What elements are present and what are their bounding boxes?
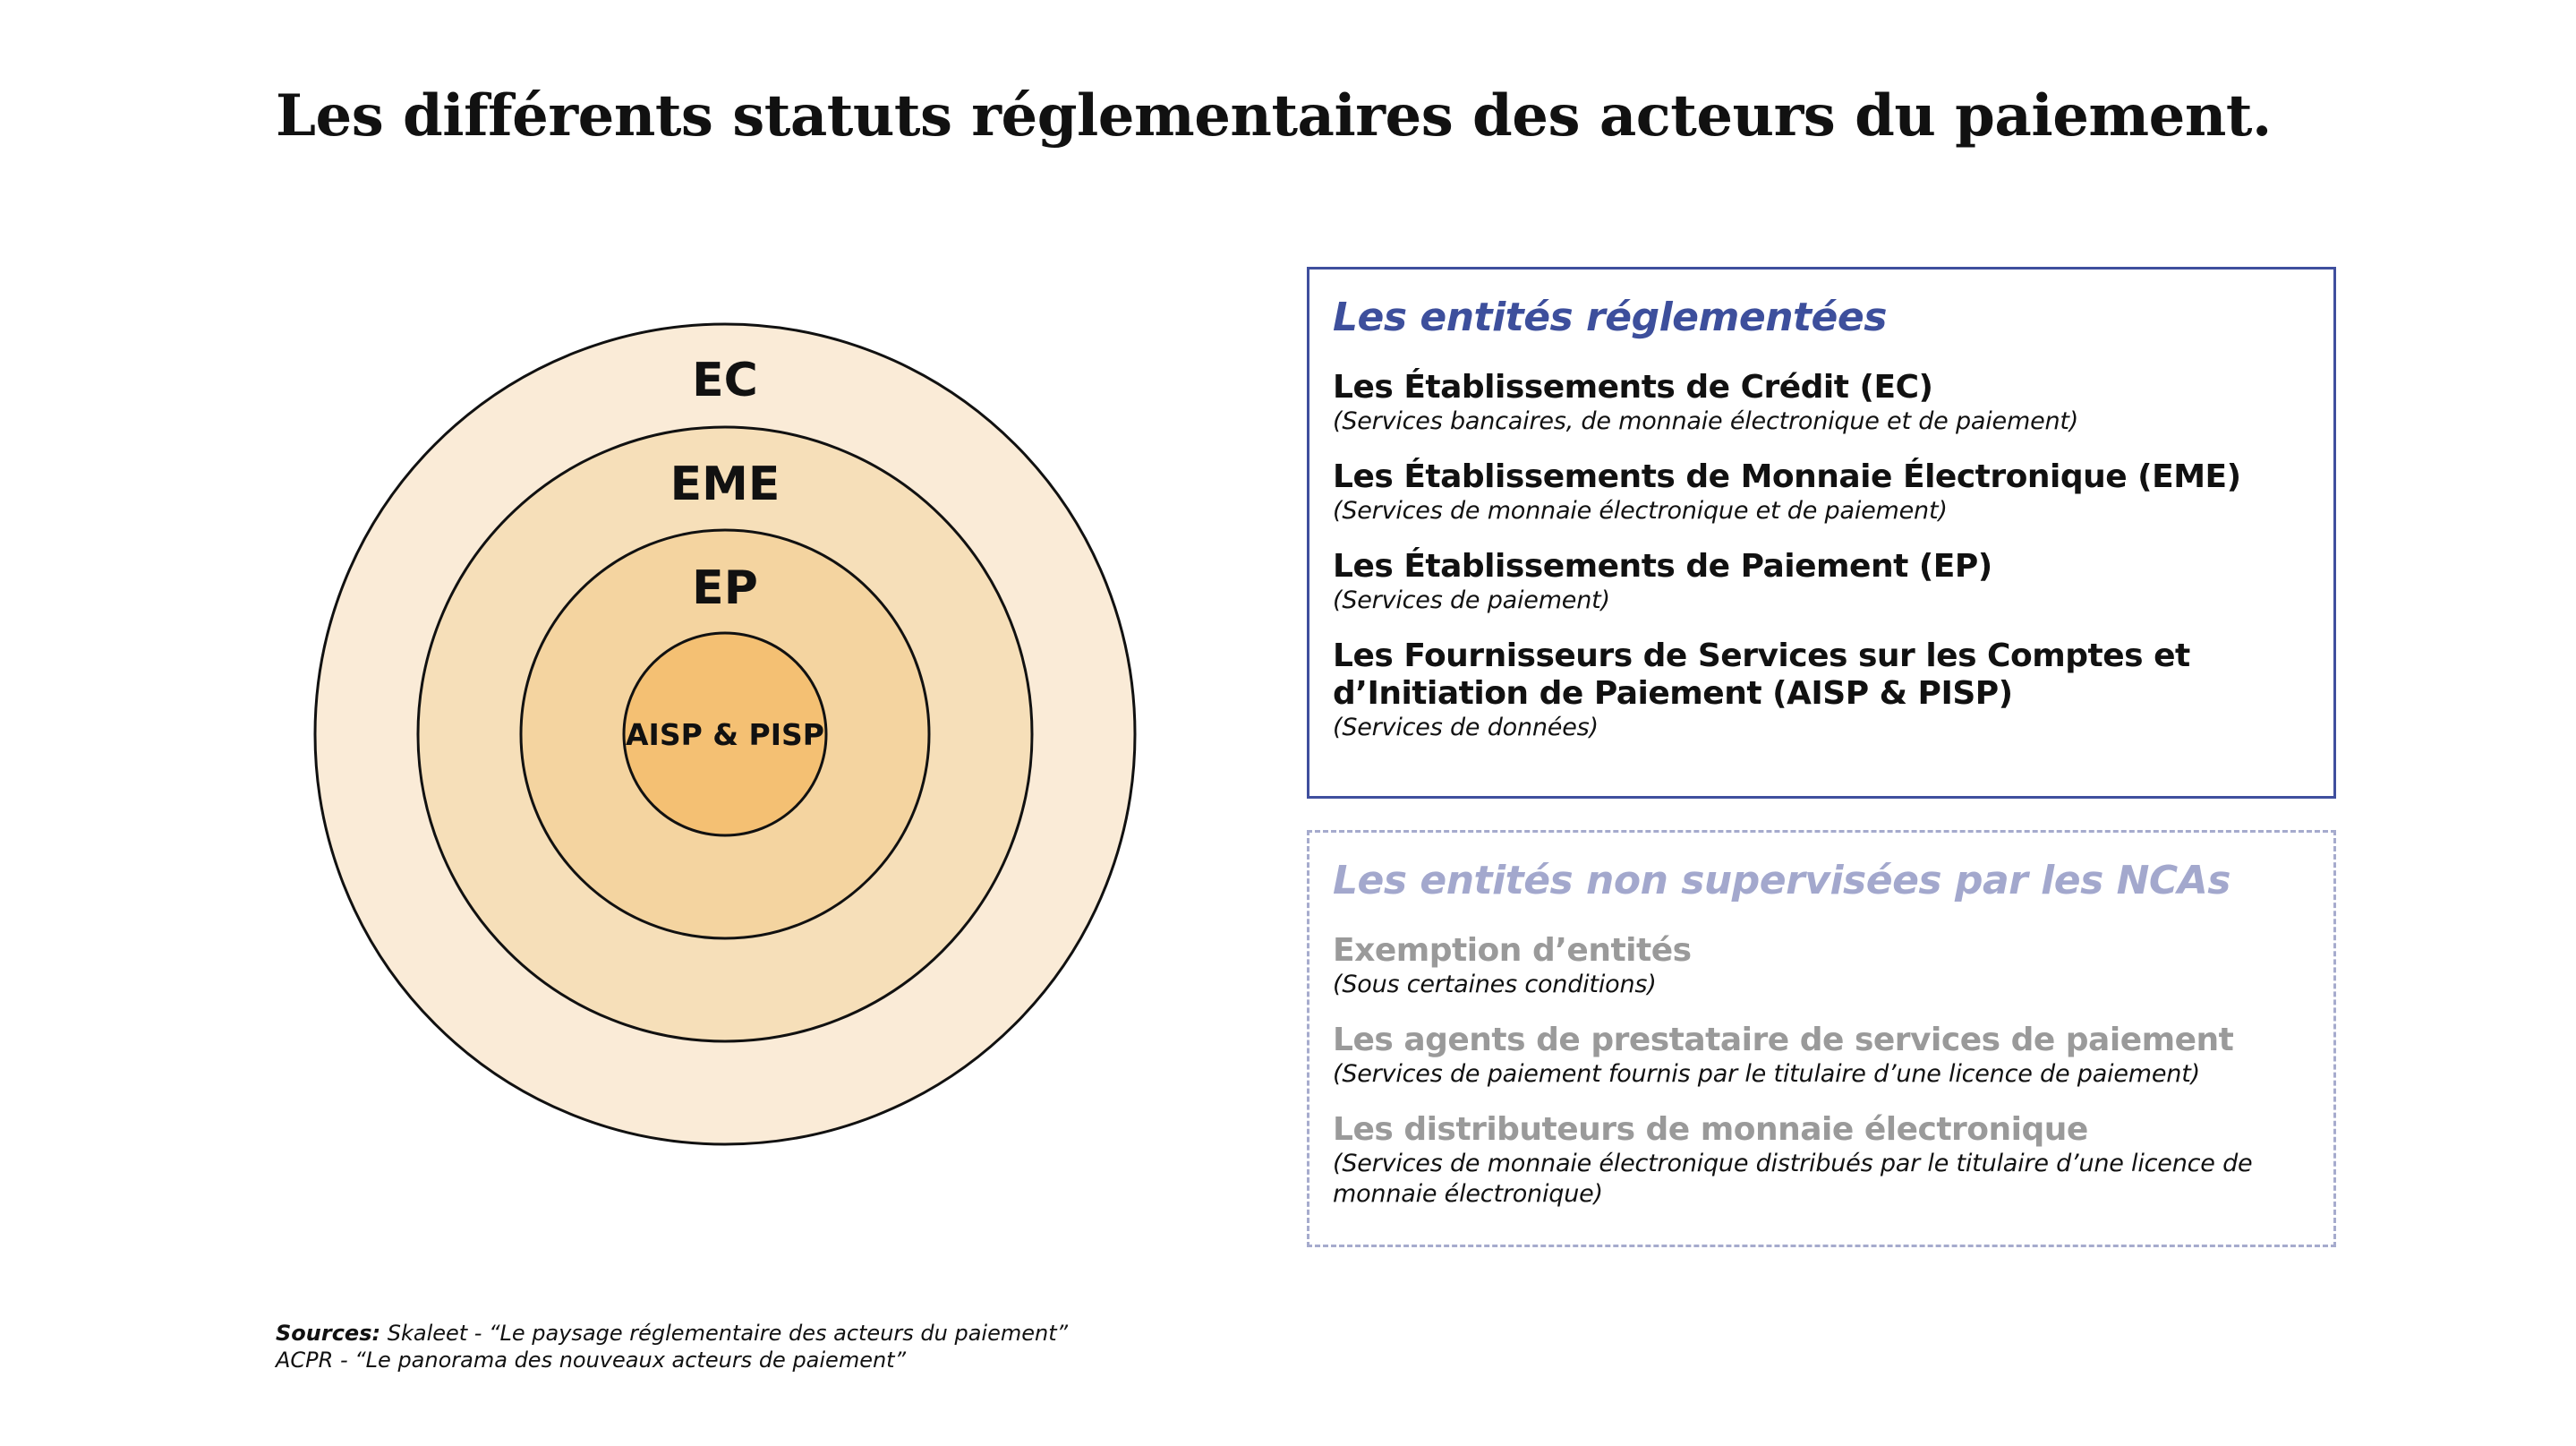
unsupervised-entities-box: [1307, 830, 2336, 1247]
entry-ep: [1333, 548, 2310, 616]
entry-distributors: [1333, 1111, 2310, 1210]
entry-title: Les Établissements de Paiement (EP): [1333, 548, 1992, 585]
entry-subtitle: (Services de paiement fournis par le titulaire d’une licence de paiement): [1333, 1060, 2200, 1088]
label-eme: EME: [670, 458, 780, 511]
entry-subtitle: (Services de paiement): [1333, 586, 1610, 614]
entry-subtitle: (Sous certaines conditions): [1333, 971, 1657, 998]
label-ec: EC: [692, 354, 758, 407]
entry-agents: [1333, 1022, 2310, 1090]
entry-aisp-pisp: [1333, 637, 2310, 743]
entry-title: Les Établissements de Monnaie Électronique (EME): [1333, 458, 2241, 495]
entry-exemption: [1333, 932, 2310, 1000]
entry-title: Les Établissements de Crédit (EC): [1333, 369, 1933, 406]
entry-title: Exemption d’entités: [1333, 932, 1692, 969]
entry-ec: [1333, 369, 2310, 437]
entry-subtitle-line2: monnaie électronique): [1333, 1180, 1603, 1208]
entry-subtitle: (Services de données): [1333, 714, 1599, 741]
entry-eme: [1333, 458, 2310, 526]
sources-footnote: [276, 1320, 1068, 1373]
regulated-entities-box: [1307, 267, 2336, 799]
sources-line1: [276, 1320, 1068, 1347]
sources-line2: ACPR - “Le panorama des nouveaux acteurs de paiement”: [276, 1348, 907, 1373]
regulated-heading: Les entités réglementées: [1333, 295, 1887, 340]
entry-title: Les agents de prestataire de services de paiement: [1333, 1022, 2234, 1058]
unsupervised-heading: Les entités non supervisées par les NCAs: [1333, 858, 2231, 903]
nested-circles-diagram: [313, 322, 1137, 1146]
entry-subtitle-line1: (Services de monnaie électronique distribués par le titulaire d’une licence de: [1333, 1150, 2253, 1177]
sources-label: Sources:: [276, 1321, 381, 1346]
entry-subtitle: (Services bancaires, de monnaie électronique et de paiement): [1333, 407, 2079, 435]
sources-text-1: Skaleet - “Le paysage réglementaire des acteurs du paiement”: [380, 1321, 1069, 1346]
label-aisp-pisp: AISP & PISP: [626, 717, 824, 752]
label-ep: EP: [692, 561, 758, 615]
entry-subtitle: (Services de monnaie électronique et de paiement): [1333, 497, 1948, 525]
page-title: Les différents statuts réglementaires des acteurs du paiement.: [276, 82, 2272, 150]
entry-title: Les distributeurs de monnaie électronique: [1333, 1111, 2088, 1148]
entry-title-line1: Les Fournisseurs de Services sur les Comptes et: [1333, 637, 2190, 674]
entry-title-line2: d’Initiation de Paiement (AISP & PISP): [1333, 675, 2013, 712]
